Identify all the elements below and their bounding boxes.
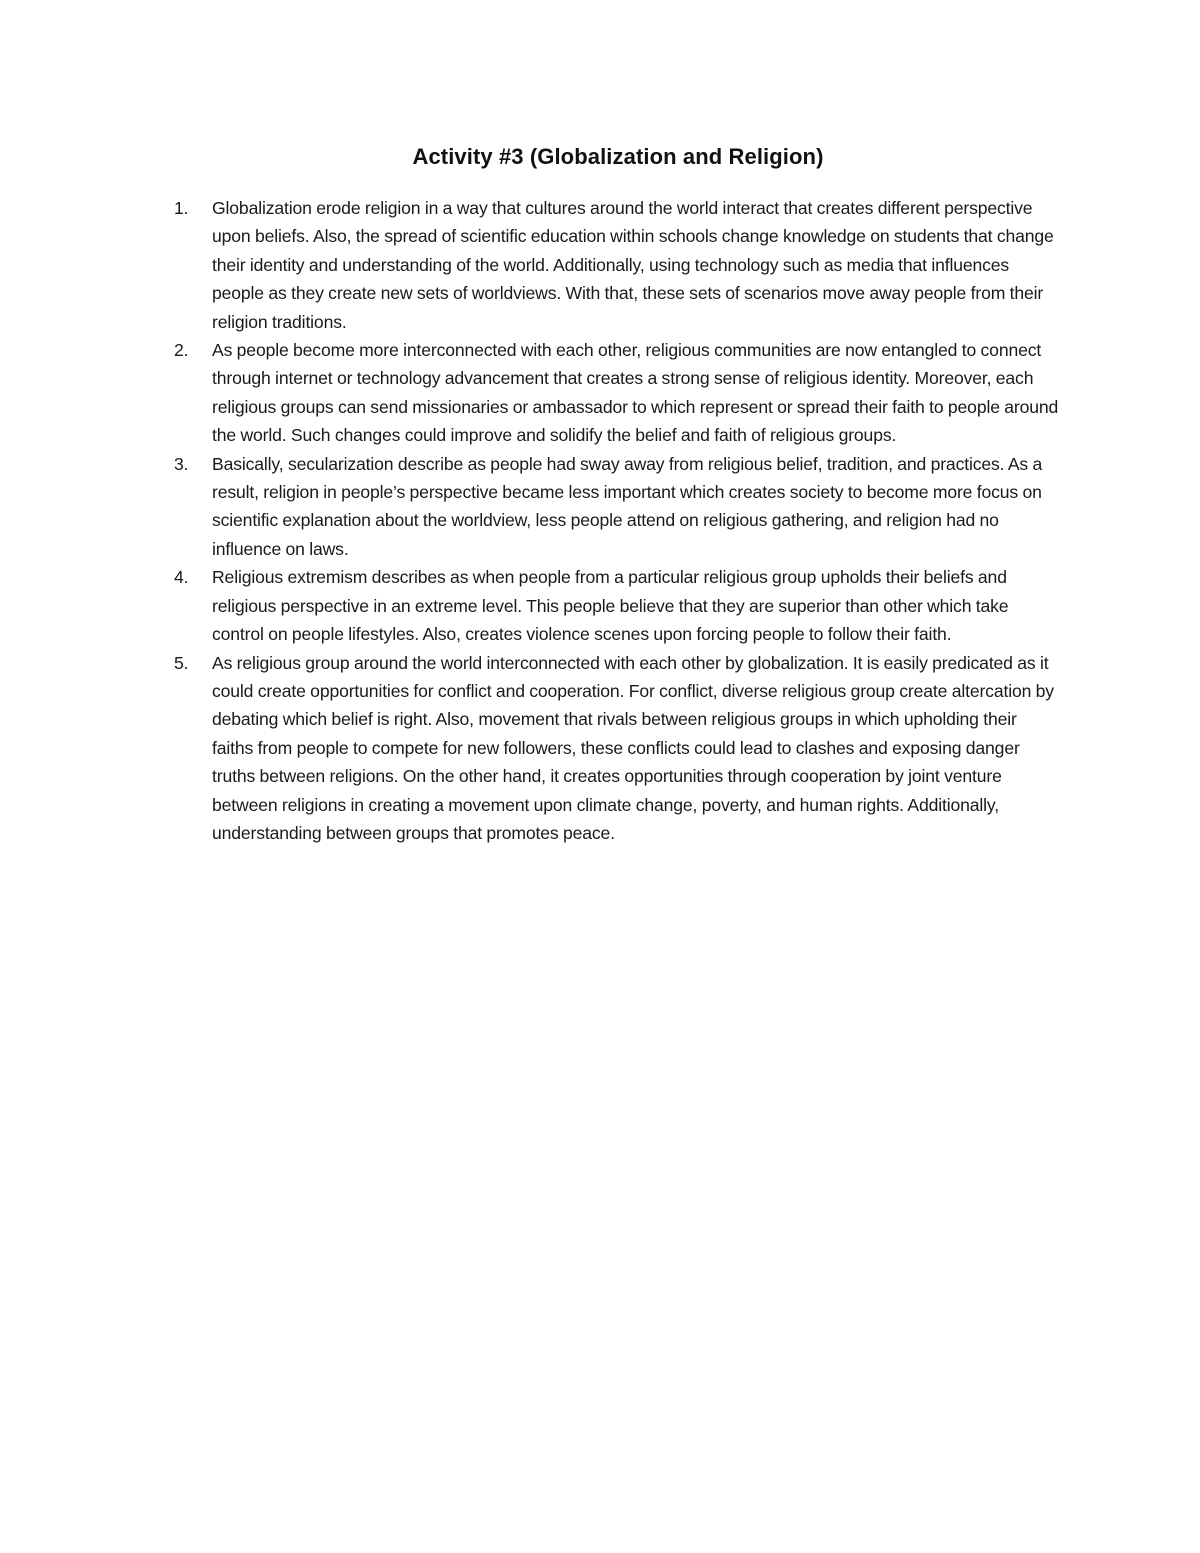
item-number: 4.: [174, 567, 189, 588]
item-text: As religious group around the world interconnected with each other by globalization. It is easily predicated as it could create opportunities for conflict and cooperation. For conflict, diverse religious group create altercation by debating which belief is right. Also, movement that rivals between religious groups in which upholding their faiths from people to compete for new followers, these conflicts could lead to clashes and exposing danger truths between religions. On the other hand, it creates opportunities through cooperation by joint venture between religions in creating a movement upon climate change, poverty, and human rights. Additionally, understanding between groups that promotes peace.: [212, 652, 1054, 843]
item-number: 3.: [174, 453, 189, 474]
list-item: [174, 649, 1060, 848]
item-number: 1.: [174, 198, 189, 218]
list-item: [174, 563, 1060, 648]
item-number: 5.: [174, 652, 189, 673]
list-item: [174, 450, 1060, 564]
answer-list: [174, 194, 1060, 847]
item-text: Globalization erode religion in a way that cultures around the world interact that creates different perspective upon beliefs. Also, the spread of scientific education within schools change knowledge on students that change their identity and understanding of the world. Additionally, using technology such as media that influences people as they create new sets of worldviews. With that, these sets of scenarios move away people from their religion traditions.: [212, 198, 1054, 332]
item-text: Religious extremism describes as when people from a particular religious group upholds their beliefs and religious perspective in an extreme level. This people believe that they are superior than other which take control on people lifestyles. Also, creates violence scenes upon forcing people to follow their faith.: [212, 567, 1009, 645]
list-item: [174, 336, 1060, 450]
item-text: As people become more interconnected with each other, religious communities are now entangled to connect through internet or technology advancement that creates a strong sense of religious identity. Moreover, each religious groups can send missionaries or ambassador to which represent or spread their faith to people around the world. Such changes could improve and solidify the belief and faith of religious groups.: [212, 340, 1059, 446]
item-text: Basically, secularization describe as people had sway away from religious belief, tradition, and practices. As a result, religion in people’s perspective became less important which creates society to become more focus on scientific explanation about the worldview, less people attend on religious gathering, and religion had no influence on laws.: [212, 453, 1043, 559]
item-number: 2.: [174, 340, 189, 361]
list-item: [174, 194, 1060, 336]
document-title: Activity #3 (Globalization and Religion): [412, 144, 824, 169]
